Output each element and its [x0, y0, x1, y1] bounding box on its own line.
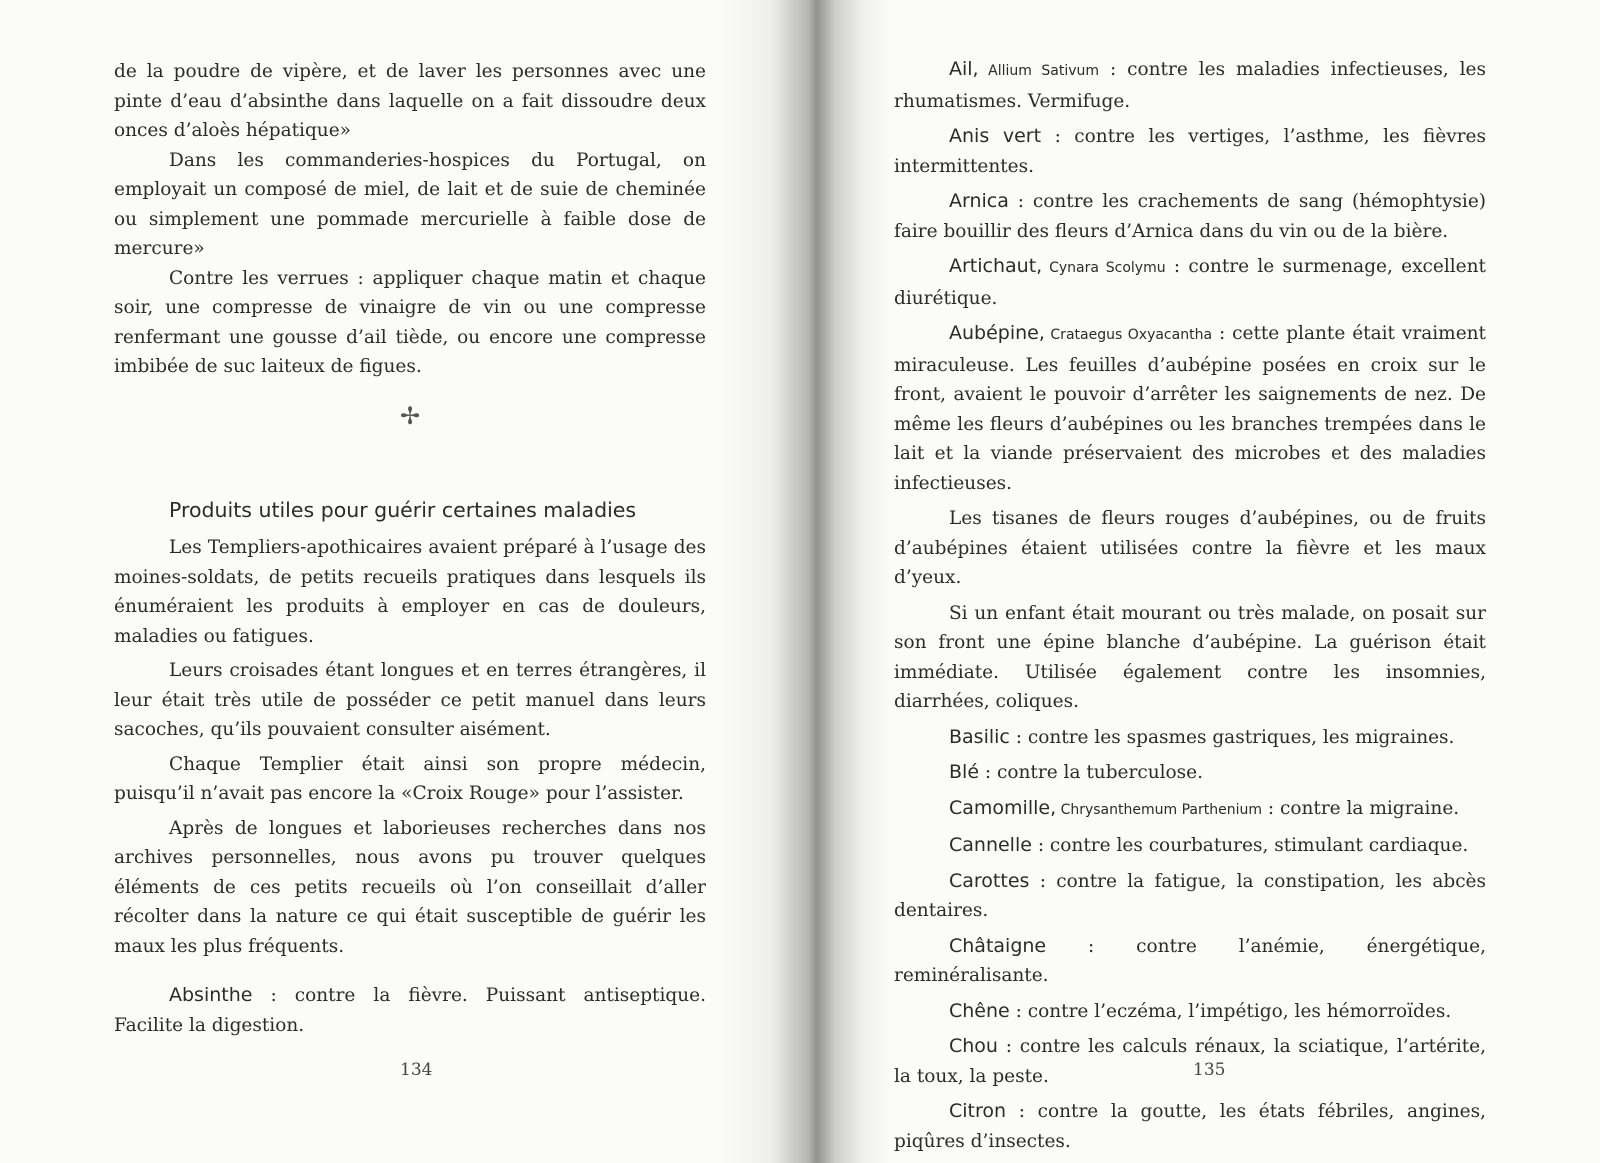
entry-ail: [894, 55, 1486, 116]
paragraph: Après de longues et laborieuses recherches dans nos archives personnelles, nous avons pu trouver quelques éléments de ces petits recueils où l’on conseillait d’aller récolter dans la nature ce qui était susceptible de guérir les maux les plus fréquents.: [114, 817, 706, 957]
entry-ble: [894, 758, 1486, 788]
entry-latin: Allium Sativum: [978, 63, 1100, 79]
entry-text: : contre l’anémie, énergétique, reminéralisante.: [894, 935, 1486, 986]
paragraph: Si un enfant était mourant ou très malade, on posait sur son front une épine blanche d’aubépine. La guérison était immédiate. Utilisée également contre les insomnies, diarrhées, coliques.: [894, 602, 1486, 712]
entry-text: : contre les vertiges, l’asthme, les fièvres intermittentes.: [894, 126, 1486, 177]
entry-name: Absinthe: [169, 984, 253, 1006]
paragraph: Les Templiers-apothicaires avaient préparé à l’usage des moines-soldats, de petits recueils pratiques dans lesquels ils énuméraient les produits à employer en cas de douleurs, maladies ou fatigues.: [114, 537, 706, 647]
paragraph: Les tisanes de fleurs rouges d’aubépines, ou de fruits d’aubépines étaient utilisées contre la fièvre et les maux d’yeux.: [894, 508, 1486, 588]
entry-citron: [894, 1097, 1486, 1156]
entry-text: : contre les spasmes gastriques, les migraines.: [1009, 726, 1455, 748]
entry-name: Basilic: [949, 725, 1010, 748]
entry-text: : cette plante était vraiment miraculeuse. Les feuilles d’aubépine posées en croix sur le front, avaient le pouvoir d’arrêter les saignements de nez. De même les fleurs d’aubépines ou les branches trempées dans le lait et la viande préservaient des microbes et des maladies infectieuses.: [894, 323, 1486, 494]
section-heading: Produits utiles pour guérir certaines maladies: [169, 498, 637, 522]
entry-name: Châtaigne: [949, 934, 1047, 957]
entry-name: Citron: [949, 1100, 1007, 1122]
entry-aubepine: [894, 319, 1486, 498]
right-page-text: [894, 55, 1486, 1156]
entry-text: : contre les courbatures, stimulant cardiaque.: [1031, 835, 1469, 856]
entry-name: Artichaut,: [949, 255, 1043, 277]
paragraph: Contre les verrues : appliquer chaque matin et chaque soir, une compresse de vinaigre de vin ou une compresse renfermant une gousse d’ail tiède, ou encore une compresse imbibée de suc laiteux de figues.: [114, 267, 706, 377]
left-page-text: [114, 57, 706, 1040]
entry-name: Ail,: [949, 58, 979, 80]
entry-name: Aubépine,: [949, 322, 1045, 344]
entry-chene: [894, 997, 1486, 1027]
entry-chou: [894, 1032, 1486, 1091]
page-number: 134: [400, 1060, 433, 1080]
entry-anis-vert: [894, 122, 1486, 181]
entry-chataigne: [894, 932, 1486, 991]
entry-artichaut: [894, 252, 1486, 313]
entry-name: Carottes: [949, 869, 1030, 892]
entry-text: : contre le surmenage, excellent diurétique.: [894, 256, 1486, 309]
entry-latin: Cynara Scolymu: [1042, 260, 1166, 276]
entry-name: Arnica: [949, 190, 1009, 212]
entry-text: : contre l’eczéma, l’impétigo, les hémorroïdes.: [1009, 1000, 1452, 1022]
entry-absinthe: [114, 981, 706, 1040]
entry-camomille: [894, 794, 1486, 826]
entry-cannelle: [894, 831, 1486, 861]
entry-text: : contre la tuberculose.: [979, 762, 1203, 783]
paragraph: de la poudre de vipère, et de laver les personnes avec une pinte d’eau d’absinthe dans laquelle on a fait dissoudre deux onces d’aloès hépatique»: [114, 61, 706, 141]
entry-latin: Chrysanthemum Parthenium: [1056, 801, 1262, 818]
entry-text: : contre la fièvre. Puissant antiseptique. Facilite la digestion.: [114, 985, 706, 1036]
entry-basilic: [894, 723, 1486, 753]
right-page: [790, 0, 1600, 1163]
entry-name: Chêne: [949, 999, 1010, 1022]
entry-text: : contre les maladies infectieuses, les rhumatismes. Vermifuge.: [894, 59, 1486, 112]
entry-text: : contre la migraine.: [1261, 797, 1460, 819]
entry-arnica: [894, 187, 1486, 246]
page-number: 135: [1193, 1060, 1226, 1080]
entry-text: : contre les calculs rénaux, la sciatique, l’artérite, la toux, la peste.: [894, 1036, 1486, 1087]
entry-name: Anis vert: [949, 125, 1042, 147]
entry-text: : contre la fatigue, la constipation, les abcès dentaires.: [894, 870, 1486, 921]
entry-name: Blé: [949, 761, 980, 783]
cross-ornament-icon: ✢: [399, 401, 421, 430]
paragraph: Dans les commanderies-hospices du Portugal, on employait un composé de miel, de lait et de suie de cheminée ou simplement une pommade mercurielle à faible dose de mercure»: [114, 149, 706, 259]
paragraph: Leurs croisades étant longues et en terres étrangères, il leur était très utile de posséder ce petit manuel dans leurs sacoches, qu’ils pouvaient consulter aisément.: [114, 660, 706, 740]
paragraph: Chaque Templier était ainsi son propre médecin, puisqu’il n’avait pas encore la «Croix Rouge» pour l’assister.: [114, 753, 706, 804]
entry-name: Cannelle: [949, 834, 1032, 856]
entry-name: Chou: [949, 1035, 998, 1057]
entry-text: : contre la goutte, les états fébriles, angines, piqûres d’insectes.: [894, 1101, 1486, 1152]
entry-text: : contre les crachements de sang (hémophtysie) faire bouillir des fleurs d’Arnica dans du vin ou de la bière.: [894, 191, 1486, 242]
left-page: [0, 0, 790, 1163]
entry-carottes: [894, 867, 1486, 926]
book-gutter-shadow: [720, 0, 890, 1163]
entry-latin: Crataegus Oxyacantha: [1044, 327, 1213, 343]
entry-name: Camomille,: [949, 796, 1057, 819]
